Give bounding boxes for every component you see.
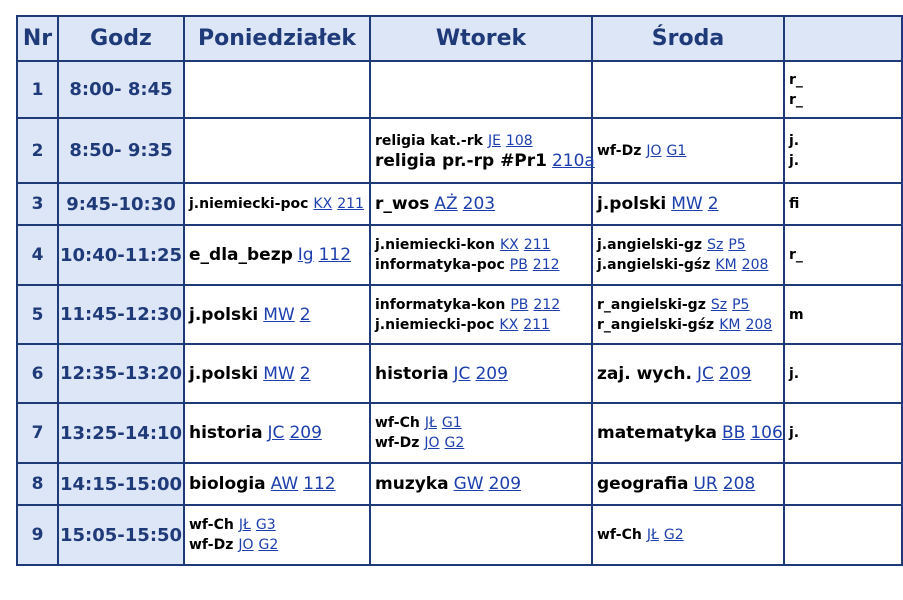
lesson-entry — [597, 423, 783, 443]
subject-name: religia kat.-rk — [375, 132, 483, 149]
lesson-entry — [789, 151, 897, 171]
header-nr: Nr — [17, 16, 58, 61]
lesson-number: 8 — [17, 463, 58, 505]
lesson-cell — [184, 463, 370, 505]
lesson-cell — [592, 403, 784, 463]
lesson-cell — [784, 463, 902, 505]
lesson-cell — [370, 183, 592, 225]
teacher-link[interactable]: JŁ — [238, 517, 251, 533]
teacher-link[interactable]: Sz — [707, 237, 724, 253]
lesson-cell — [784, 61, 902, 118]
subject-name: j.polski — [189, 304, 259, 325]
subject-name: j. — [789, 425, 800, 441]
lesson-entry — [789, 70, 897, 90]
room-link[interactable]: P5 — [732, 296, 750, 313]
lesson-hours: 15:05-15:50 — [58, 505, 184, 565]
teacher-link[interactable]: AW — [270, 474, 299, 494]
subject-name: wf-Dz — [375, 435, 420, 451]
lesson-entry — [375, 413, 587, 433]
teacher-link[interactable]: KX — [499, 316, 519, 333]
lesson-entry — [189, 515, 365, 535]
lesson-hours: 10:40-11:25 — [58, 225, 184, 285]
subject-name: historia — [375, 363, 449, 384]
lesson-entry — [375, 150, 595, 171]
lesson-entry — [597, 141, 779, 161]
header-day-tuesday: Wtorek — [370, 16, 592, 61]
teacher-link[interactable]: AŻ — [434, 194, 458, 214]
lesson-entry — [375, 235, 587, 255]
subject-name: informatyka-kon — [375, 296, 506, 313]
lesson-entry — [789, 305, 897, 325]
subject-name: geografia — [597, 474, 689, 494]
lesson-entry — [375, 433, 587, 453]
room-link[interactable]: 209 — [475, 363, 508, 384]
lesson-cell — [592, 344, 784, 403]
lesson-entry — [597, 194, 779, 214]
lesson-hours: 12:35-13:20 — [58, 344, 184, 403]
subject-name: r_wos — [375, 194, 430, 214]
lesson-hours: 8:50- 9:35 — [58, 118, 184, 183]
subject-name: j.angielski-gśz — [597, 257, 711, 273]
timetable-viewport — [16, 15, 804, 567]
room-link[interactable]: 106 — [750, 423, 783, 443]
table-row — [17, 344, 902, 403]
lesson-cell — [184, 505, 370, 565]
lesson-entry — [789, 90, 897, 110]
table-row — [17, 118, 902, 183]
lesson-number: 4 — [17, 225, 58, 285]
subject-name: wf-Dz — [189, 537, 234, 553]
lesson-entry — [189, 194, 365, 214]
lesson-cell — [784, 344, 902, 403]
room-link[interactable]: 112 — [303, 474, 336, 494]
teacher-link[interactable]: KX — [313, 196, 333, 212]
lesson-entry — [375, 295, 587, 315]
teacher-link[interactable]: BB — [722, 423, 746, 443]
lesson-cell — [370, 463, 592, 505]
subject-name: r_ — [789, 91, 803, 108]
lesson-entry — [789, 245, 897, 265]
room-link[interactable]: 211 — [523, 316, 550, 333]
lesson-cell — [370, 225, 592, 285]
lesson-cell — [592, 225, 784, 285]
room-link[interactable]: 108 — [505, 132, 533, 149]
teacher-link[interactable]: JC — [697, 363, 714, 384]
room-link[interactable]: 210a — [551, 150, 595, 171]
lesson-cell — [184, 118, 370, 183]
subject-name: r_angielski-gśz — [597, 316, 715, 333]
teacher-link[interactable]: KM — [715, 257, 737, 273]
teacher-link[interactable]: JC — [453, 363, 471, 384]
lesson-cell — [784, 118, 902, 183]
room-link[interactable]: 208 — [745, 316, 773, 333]
lesson-entry — [189, 305, 365, 325]
lesson-entry — [597, 525, 779, 545]
teacher-link[interactable]: JŁ — [646, 527, 659, 543]
lesson-cell — [370, 118, 595, 183]
lesson-cell — [592, 505, 784, 565]
lesson-cell — [592, 463, 784, 505]
subject-name: j. — [789, 132, 800, 149]
lesson-entry — [189, 245, 365, 265]
subject-name: r_angielski-gz — [597, 296, 706, 313]
lesson-cell — [184, 225, 370, 285]
subject-name: religia pr.-rp #Pr1 — [375, 150, 547, 171]
lesson-number: 2 — [17, 118, 58, 183]
lesson-entry — [789, 364, 897, 384]
subject-name: informatyka-poc — [375, 257, 505, 273]
header-day-wednesday: Środa — [592, 16, 784, 61]
subject-name: historia — [189, 423, 263, 443]
teacher-link[interactable]: JO — [238, 537, 254, 553]
table-row — [17, 183, 902, 225]
table-row — [17, 505, 902, 565]
lesson-entry — [789, 423, 897, 443]
lesson-cell — [370, 285, 592, 344]
lesson-number: 5 — [17, 285, 58, 344]
lesson-hours: 8:00- 8:45 — [58, 61, 184, 118]
teacher-link[interactable]: JŁ — [424, 415, 437, 431]
subject-name: zaj. wych. — [597, 363, 692, 384]
room-link[interactable]: G3 — [255, 517, 276, 533]
room-link[interactable]: 2 — [707, 194, 719, 214]
lesson-hours: 14:15-15:00 — [58, 463, 184, 505]
subject-name: wf-Dz — [597, 142, 642, 159]
lesson-cell — [784, 403, 902, 463]
subject-name: j. — [789, 365, 800, 382]
teacher-link[interactable]: GW — [453, 474, 484, 494]
lesson-number: 6 — [17, 344, 58, 403]
room-link[interactable]: P5 — [728, 237, 746, 253]
room-link[interactable]: G2 — [258, 537, 279, 553]
lesson-cell — [184, 403, 370, 463]
lesson-cell — [784, 505, 902, 565]
lesson-cell — [370, 61, 592, 118]
teacher-link[interactable]: Sz — [710, 296, 728, 313]
header-day-thursday — [784, 16, 902, 61]
lesson-hours: 13:25-14:10 — [58, 403, 184, 463]
subject-name: j.angielski-gz — [597, 237, 703, 253]
timetable — [16, 15, 903, 566]
header-day-monday: Poniedziałek — [184, 16, 370, 61]
teacher-link[interactable]: JE — [487, 132, 501, 149]
room-link[interactable]: 208 — [722, 474, 756, 494]
teacher-link[interactable]: KM — [719, 316, 741, 333]
room-link[interactable]: G2 — [444, 435, 465, 451]
subject-name: j.niemiecki-poc — [189, 196, 309, 212]
teacher-link[interactable]: KX — [500, 237, 519, 253]
subject-name: muzyka — [375, 474, 449, 494]
lesson-number: 1 — [17, 61, 58, 118]
room-link[interactable]: 203 — [462, 194, 496, 214]
table-row — [17, 225, 902, 285]
lesson-number: 7 — [17, 403, 58, 463]
lesson-hours: 11:45-12:30 — [58, 285, 184, 344]
subject-name: j.niemiecki-kon — [375, 237, 495, 253]
lesson-entry — [789, 131, 897, 151]
room-link[interactable]: 209 — [289, 423, 322, 443]
lesson-entry — [597, 315, 779, 335]
lesson-cell — [592, 61, 784, 118]
subject-name: biologia — [189, 474, 266, 494]
teacher-link[interactable]: PB — [510, 296, 529, 313]
room-link[interactable]: 211 — [523, 237, 551, 253]
teacher-link[interactable]: JO — [646, 142, 662, 159]
room-link[interactable]: G2 — [663, 527, 684, 543]
lesson-entry — [375, 194, 587, 214]
subject-name: j.niemiecki-poc — [375, 316, 495, 333]
subject-name: fi — [789, 196, 800, 212]
subject-name: j. — [789, 152, 800, 169]
lesson-cell — [370, 505, 592, 565]
subject-name: j.polski — [189, 363, 259, 384]
subject-name: r_ — [789, 71, 803, 88]
lesson-entry — [375, 474, 587, 494]
teacher-link[interactable]: JC — [267, 423, 285, 443]
lesson-cell — [184, 344, 370, 403]
lesson-cell — [592, 183, 784, 225]
teacher-link[interactable]: UR — [693, 474, 718, 494]
timetable-body — [17, 61, 902, 565]
room-link[interactable]: 212 — [532, 257, 560, 273]
teacher-link[interactable]: MW — [263, 304, 295, 325]
table-row — [17, 285, 902, 344]
teacher-link[interactable]: Ig — [297, 245, 314, 265]
lesson-entry — [597, 364, 779, 384]
lesson-entry — [789, 194, 897, 214]
header-row — [17, 16, 902, 61]
lesson-entry — [375, 255, 587, 275]
lesson-cell — [370, 344, 592, 403]
lesson-entry — [597, 255, 779, 275]
lesson-number: 9 — [17, 505, 58, 565]
teacher-link[interactable]: MW — [671, 194, 703, 214]
room-link[interactable]: G1 — [441, 415, 462, 431]
lesson-entry — [189, 474, 365, 494]
table-row — [17, 403, 902, 463]
room-link[interactable]: 209 — [718, 363, 752, 384]
lesson-cell — [784, 285, 902, 344]
subject-name: m — [789, 306, 804, 323]
room-link[interactable]: 2 — [299, 363, 311, 384]
lesson-number: 3 — [17, 183, 58, 225]
lesson-entry — [375, 364, 587, 384]
teacher-link[interactable]: PB — [509, 257, 528, 273]
room-link[interactable]: 112 — [318, 245, 352, 265]
room-link[interactable]: 211 — [337, 196, 364, 212]
room-link[interactable]: G1 — [666, 142, 687, 159]
subject-name: matematyka — [597, 423, 718, 443]
subject-name: wf-Ch — [375, 415, 420, 431]
lesson-cell — [784, 183, 902, 225]
lesson-cell — [184, 183, 370, 225]
subject-name: wf-Ch — [597, 527, 642, 543]
table-row — [17, 61, 902, 118]
lesson-entry — [375, 315, 587, 335]
lesson-cell — [184, 61, 370, 118]
lesson-cell — [784, 225, 902, 285]
lesson-entry — [189, 535, 365, 555]
subject-name: e_dla_bezp — [189, 245, 293, 265]
teacher-link[interactable]: MW — [263, 363, 295, 384]
lesson-entry — [375, 131, 587, 151]
room-link[interactable]: 212 — [533, 296, 561, 313]
room-link[interactable]: 2 — [299, 304, 311, 325]
lesson-cell — [184, 285, 370, 344]
room-link[interactable]: 209 — [488, 474, 522, 494]
subject-name: j.polski — [597, 194, 667, 214]
subject-name: r_ — [789, 247, 803, 263]
lesson-entry — [597, 474, 779, 494]
room-link[interactable]: 208 — [741, 257, 769, 273]
header-godz: Godz — [58, 16, 184, 61]
lesson-hours: 9:45-10:30 — [58, 183, 184, 225]
lesson-cell — [592, 285, 784, 344]
lesson-entry — [189, 364, 365, 384]
lesson-cell — [592, 118, 784, 183]
table-row — [17, 463, 902, 505]
lesson-entry — [597, 235, 779, 255]
lesson-cell — [370, 403, 592, 463]
lesson-entry — [597, 295, 779, 315]
teacher-link[interactable]: JO — [424, 435, 440, 451]
subject-name: wf-Ch — [189, 517, 234, 533]
lesson-entry — [189, 423, 365, 443]
